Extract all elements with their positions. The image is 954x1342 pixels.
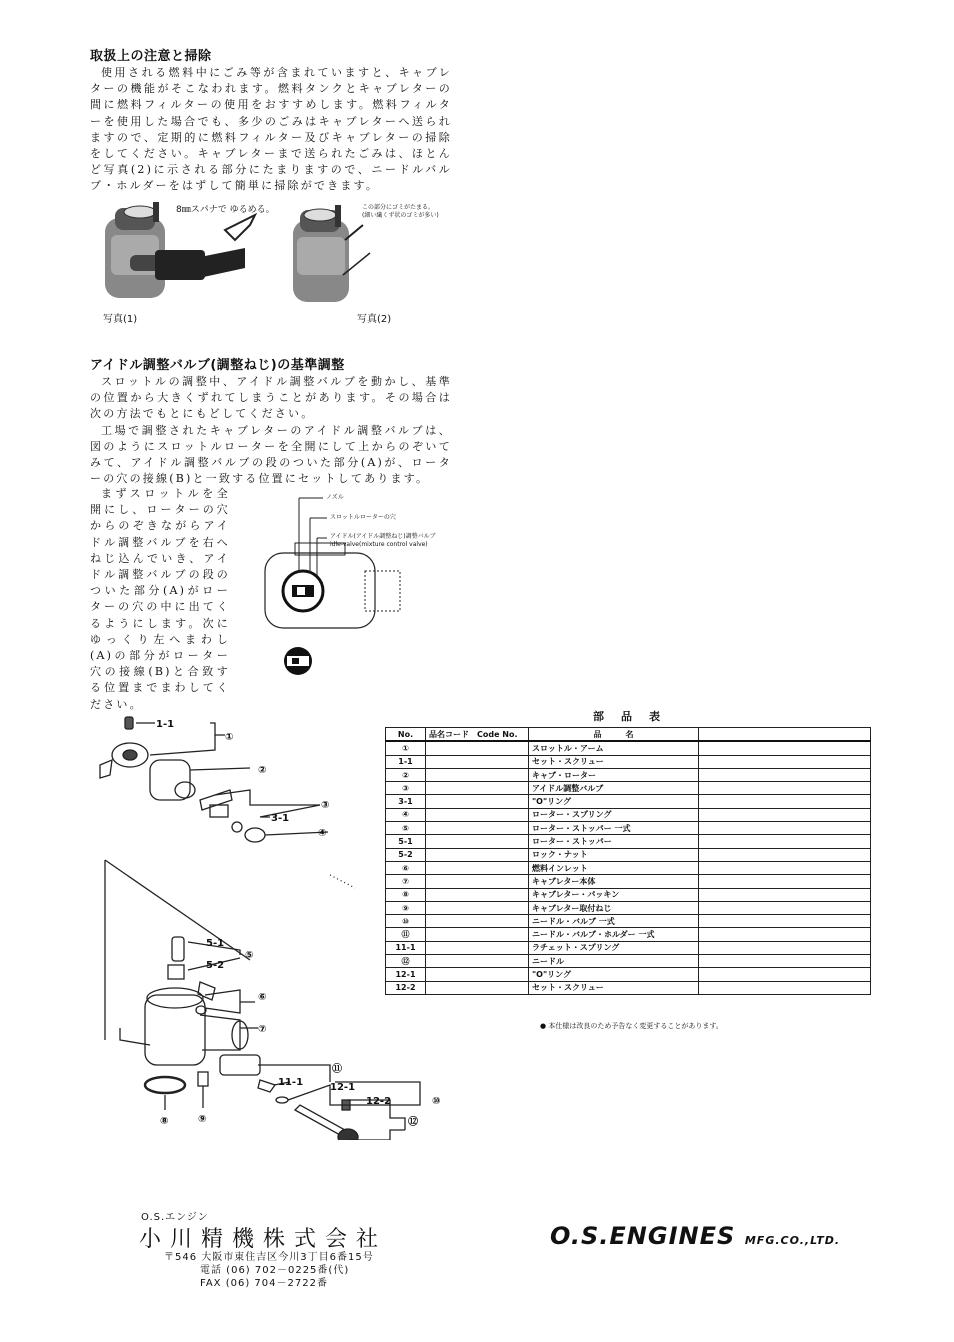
- cell-name: ローター・スプリング: [529, 808, 699, 821]
- label-3: ③: [321, 800, 330, 811]
- cell-code: [426, 915, 529, 928]
- label-11-1: 11-1: [278, 1077, 304, 1088]
- cell-code: [426, 741, 529, 755]
- header-code: 品名コード Code No.: [426, 728, 529, 742]
- cell-extra: [699, 835, 871, 848]
- footer-logo: [550, 1222, 840, 1250]
- table-row: [386, 768, 871, 781]
- cell-code: [426, 875, 529, 888]
- label-3-1: 3-1: [271, 813, 290, 824]
- cell-no: ⑫: [386, 955, 426, 968]
- cell-code: [426, 901, 529, 914]
- table-row: [386, 968, 871, 981]
- table-row: [386, 888, 871, 901]
- cell-code: [426, 795, 529, 808]
- cell-code: [426, 808, 529, 821]
- cell-name: ロック・ナット: [529, 848, 699, 861]
- label-8: ⑧: [160, 1116, 169, 1127]
- cell-name: スロットル・アーム: [529, 741, 699, 755]
- label-nozzle: ノズル: [326, 494, 344, 501]
- table-row: [386, 795, 871, 808]
- table-row: [386, 808, 871, 821]
- cell-no: ⑦: [386, 875, 426, 888]
- cell-code: [426, 955, 529, 968]
- cell-code: [426, 768, 529, 781]
- cell-no: 3-1: [386, 795, 426, 808]
- photo1-caption: 写真(1): [103, 314, 138, 325]
- section1-paragraph: 使用される燃料中にごみ等が含まれていますと、キャブレターの機能がそこなわれます。燃料タンクとキャブレターの間に燃料フィルターの使用をおすすめします。燃料フィルターを使用した場合でも、多少のごみはキャブレターへ送られますので、定期的に燃料フィルター及びキャブレターの掃除をしてください。キャブレターまで送られたごみは、ほとんど写真(2)に示される部分にたまりますので、ニードルバルブ・ホルダーをはずして簡単に掃除ができます。: [90, 66, 452, 193]
- cell-extra: [699, 755, 871, 768]
- photo-1: [95, 200, 275, 315]
- cell-extra: [699, 981, 871, 994]
- cell-name: "O"リング: [529, 968, 699, 981]
- table-row: [386, 835, 871, 848]
- cell-code: [426, 968, 529, 981]
- cell-no: ⑧: [386, 888, 426, 901]
- label-7: ⑦: [258, 1024, 267, 1035]
- label-11: ⑪: [332, 1064, 342, 1075]
- table-row: [386, 901, 871, 914]
- cell-code: [426, 822, 529, 835]
- cell-no: ⑤: [386, 822, 426, 835]
- label-5-2: 5-2: [206, 960, 225, 971]
- cell-name: キャブレター・パッキン: [529, 888, 699, 901]
- footer-brand-small: O.S.エンジン: [141, 1212, 209, 1223]
- cell-extra: [699, 795, 871, 808]
- label-5-1: 5-1: [206, 938, 225, 949]
- logo-main: O.S.ENGINES: [550, 1222, 736, 1250]
- table-row: [386, 875, 871, 888]
- cell-extra: [699, 782, 871, 795]
- footer-fax: FAX (06) 704－2722番: [200, 1278, 328, 1289]
- cell-extra: [699, 901, 871, 914]
- cell-extra: [699, 741, 871, 755]
- cell-extra: [699, 861, 871, 874]
- cell-code: [426, 861, 529, 874]
- cell-name: キャブ・ローター: [529, 768, 699, 781]
- label-idle-valve: アイドル(アイドル調整ねじ)調整バルブ idle-valve(mixture control valve): [330, 533, 436, 548]
- table-row: [386, 928, 871, 941]
- cell-code: [426, 941, 529, 954]
- parts-table-title: 部 品 表: [593, 710, 663, 723]
- cell-name: ローター・ストッパー: [529, 835, 699, 848]
- label-9: ⑨: [198, 1114, 207, 1125]
- parts-table-header: [386, 728, 871, 742]
- cell-extra: [699, 915, 871, 928]
- cell-code: [426, 848, 529, 861]
- table-row: [386, 782, 871, 795]
- cell-code: [426, 981, 529, 994]
- cell-name: ローター・ストッパー 一式: [529, 822, 699, 835]
- logo-sub: MFG.CO.,LTD.: [744, 1234, 841, 1247]
- cell-no: ⑥: [386, 861, 426, 874]
- photo-2: [285, 205, 405, 313]
- label-4: ④: [318, 828, 327, 839]
- label-rotor-hole: スロットルローターの穴: [330, 514, 396, 521]
- footer-address: 〒546 大阪市東住吉区今川3丁目6番15号: [164, 1252, 374, 1263]
- cell-name: ニードル・バルブ・ホルダー 一式: [529, 928, 699, 941]
- section2-paragraph3: まずスロットルを全開にし、ローターの穴からのぞきながらアイドル調整バルブを右へねじ込んでいき、アイドル調整バルブの段のついた部分(A)がローターの穴の中に出てくるようにします。次にゆっくり左へまわし(A)の部分がローター穴の接線(B)と合致する位置までまわしてください。: [90, 487, 230, 711]
- cell-name: アイドル調整バルブ: [529, 782, 699, 795]
- cell-code: [426, 888, 529, 901]
- label-5: ⑤: [245, 950, 254, 961]
- cell-no: ③: [386, 782, 426, 795]
- table-row: [386, 941, 871, 954]
- label-1: ①: [225, 732, 234, 743]
- cell-name: "O"リング: [529, 795, 699, 808]
- footer-company: 小川精機株式会社: [139, 1227, 388, 1252]
- cell-no: ⑩: [386, 915, 426, 928]
- label-12-2: 12-2: [366, 1096, 392, 1107]
- cell-name: セット・スクリュー: [529, 755, 699, 768]
- cell-no: ②: [386, 768, 426, 781]
- cell-name: セット・スクリュー: [529, 981, 699, 994]
- header-extra: [699, 728, 871, 742]
- label-6: ⑥: [258, 992, 267, 1003]
- cell-name: ラチェット・スプリング: [529, 941, 699, 954]
- cell-no: ④: [386, 808, 426, 821]
- table-row: [386, 755, 871, 768]
- cell-name: キャブレター本体: [529, 875, 699, 888]
- cell-code: [426, 782, 529, 795]
- cell-name: キャブレター取付ねじ: [529, 901, 699, 914]
- cell-extra: [699, 768, 871, 781]
- table-row: [386, 822, 871, 835]
- cell-no: 12-1: [386, 968, 426, 981]
- parts-table: [385, 727, 871, 995]
- cell-extra: [699, 888, 871, 901]
- cell-no: 12-2: [386, 981, 426, 994]
- cell-extra: [699, 875, 871, 888]
- table-row: [386, 981, 871, 994]
- section2-heading: アイドル調整バルブ(調整ねじ)の基準調整: [90, 358, 345, 373]
- table-row: [386, 955, 871, 968]
- label-10: ⑩: [432, 1096, 441, 1107]
- cell-code: [426, 755, 529, 768]
- cell-name: ニードル: [529, 955, 699, 968]
- table-row: [386, 861, 871, 874]
- section2-paragraphs: スロットルの調整中、アイドル調整バルブを動かし、基準の位置から大きくずれてしまうことがあります。その場合は次の方法でもとにもどしてください。 工場で調整されたキャブレターのアイドル調整バルブは、図のようにスロットルローターを全開にして上からのぞいてみて、アイドル調整バルブの段のついた部分(A)が、ローターの穴の接線(B)と一致する位置にセットしてあります。: [90, 375, 452, 486]
- table-row: [386, 741, 871, 755]
- cell-no: ①: [386, 741, 426, 755]
- cell-code: [426, 928, 529, 941]
- cell-no: ⑪: [386, 928, 426, 941]
- footer-address-block: [164, 1251, 374, 1290]
- cell-no: 5-2: [386, 848, 426, 861]
- photo2-caption: 写真(2): [357, 314, 392, 325]
- header-no: No.: [386, 728, 426, 742]
- spec-note: ● 本仕様は改良のため予告なく変更することがあります。: [540, 1022, 723, 1030]
- label-2: ②: [258, 765, 267, 776]
- cell-extra: [699, 808, 871, 821]
- photo1-label: 8㎜スパナで ゆるめる。: [176, 205, 275, 215]
- cell-extra: [699, 968, 871, 981]
- cell-extra: [699, 848, 871, 861]
- cell-extra: [699, 941, 871, 954]
- label-12-1: 12-1: [330, 1082, 356, 1093]
- label-12: ⑫: [408, 1117, 418, 1128]
- cell-extra: [699, 822, 871, 835]
- section1-heading: 取扱上の注意と掃除: [90, 49, 212, 64]
- cell-code: [426, 835, 529, 848]
- cell-name: 燃料インレット: [529, 861, 699, 874]
- cell-extra: [699, 928, 871, 941]
- footer-phone: 電話 (06) 702－0225番(代): [200, 1265, 350, 1276]
- table-row: [386, 848, 871, 861]
- cell-no: ⑨: [386, 901, 426, 914]
- cell-no: 11-1: [386, 941, 426, 954]
- photo2-label: この部分にゴミがたまる。 (細い繊くず状のゴミが多い): [362, 204, 439, 219]
- header-name: 品 名: [529, 728, 699, 742]
- cell-no: 5-1: [386, 835, 426, 848]
- label-1-1: 1-1: [156, 719, 175, 730]
- cell-extra: [699, 955, 871, 968]
- cell-name: ニードル・バルブ 一式: [529, 915, 699, 928]
- table-row: [386, 915, 871, 928]
- cell-no: 1-1: [386, 755, 426, 768]
